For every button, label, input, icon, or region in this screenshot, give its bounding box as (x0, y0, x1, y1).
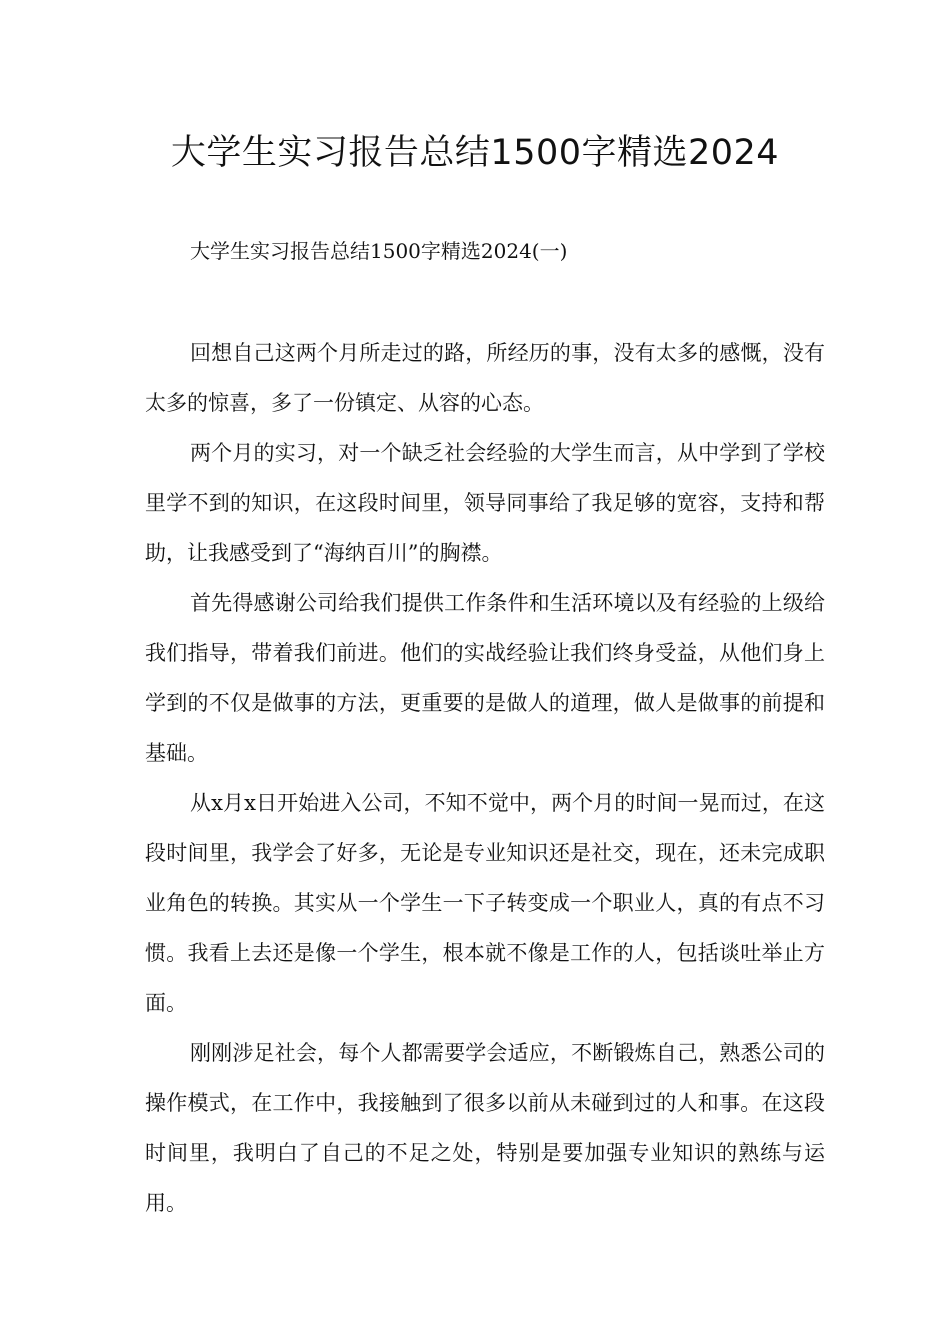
paragraph: 两个月的实习，对一个缺乏社会经验的大学生而言，从中学到了学校里学不到的知识，在这段时间里，领导同事给了我足够的宽容，支持和帮助，让我感受到了“海纳百川”的胸襟。 (145, 441, 825, 565)
paragraph: 刚刚涉足社会，每个人都需要学会适应，不断锻炼自己，熟悉公司的操作模式，在工作中，我接触到了很多以前从未碰到过的人和事。在这段时间里，我明白了自己的不足之处，特别是要加强专业知识的熟练与运用。 (145, 1041, 825, 1215)
paragraph: 从x月x日开始进入公司，不知不觉中，两个月的时间一晃而过，在这段时间里，我学会了好多，无论是专业知识还是社交，现在，还未完成职业角色的转换。其实从一个学生一下子转变成一个职业人，真的有点不习惯。我看上去还是像一个学生，根本就不像是工作的人，包括谈吐举止方面。 (145, 791, 825, 1015)
document-body (145, 328, 825, 1228)
document-subtitle: 大学生实习报告总结1500字精选2024(一) (190, 239, 568, 263)
document-title: 大学生实习报告总结1500字精选2024 (170, 133, 780, 173)
paragraph: 回想自己这两个月所走过的路，所经历的事，没有太多的感慨，没有太多的惊喜，多了一份镇定、从容的心态。 (145, 341, 825, 415)
paragraph: 首先得感谢公司给我们提供工作条件和生活环境以及有经验的上级给我们指导，带着我们前进。他们的实战经验让我们终身受益，从他们身上学到的不仅是做事的方法，更重要的是做人的道理，做人是做事的前提和基础。 (145, 591, 825, 765)
